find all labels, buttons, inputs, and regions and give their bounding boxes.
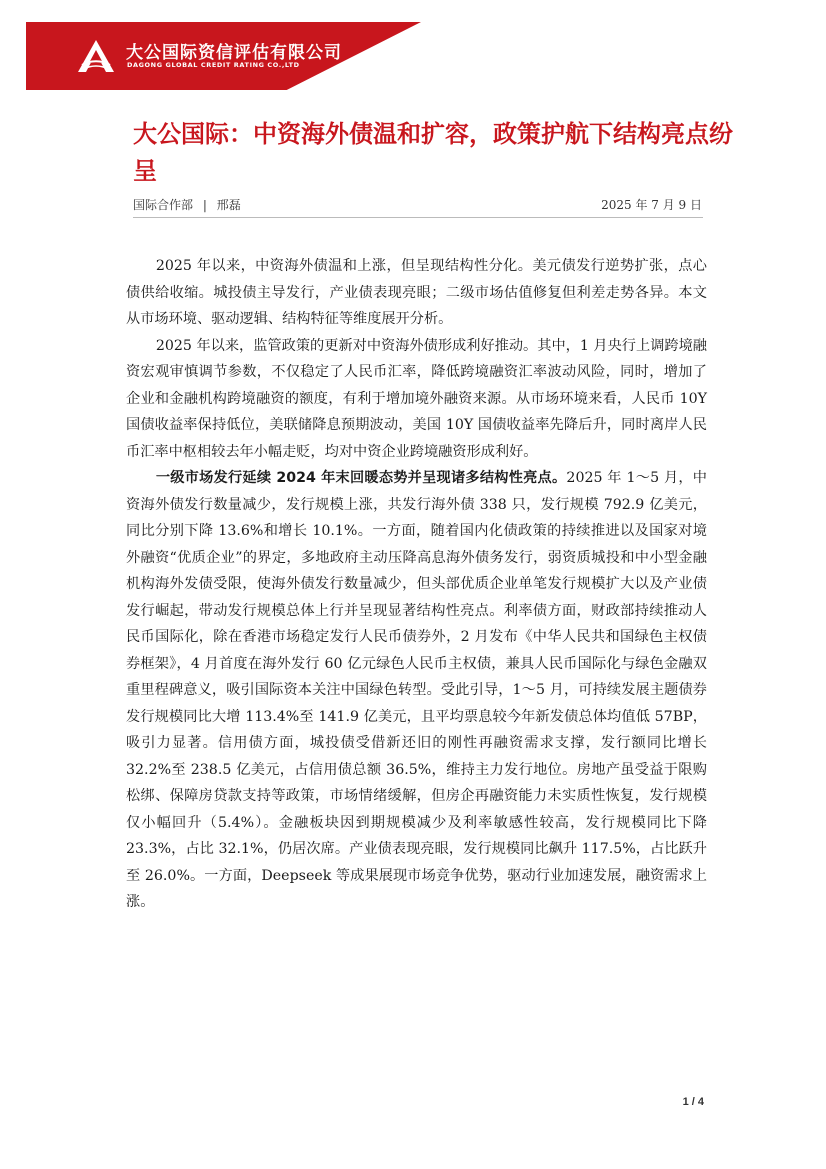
company-name-cn: 大公国际资信评估有限公司 bbox=[126, 43, 342, 63]
report-title: 大公国际：中资海外债温和扩容，政策护航下结构亮点纷呈 bbox=[133, 120, 733, 185]
header-divider bbox=[133, 217, 703, 218]
paragraph bbox=[126, 253, 707, 333]
department: 国际合作部 bbox=[133, 198, 194, 212]
author: 邢磊 bbox=[216, 198, 241, 212]
paragraph-text: 2025 年以来，中资海外债温和上涨，但呈现结构性分化。美元债发行逆势扩张，点心债供给收缩。城投债主导发行，产业债表现亮眼；二级市场估值修复但利差走势各异。本文从市场环境、驱动逻辑、结构特征等维度展开分析。 bbox=[126, 258, 707, 327]
paragraph bbox=[126, 465, 707, 916]
byline bbox=[133, 196, 241, 213]
company-name-en: DAGONG GLOBAL CREDIT RATING CO.,LTD bbox=[127, 61, 300, 69]
paragraph bbox=[126, 333, 707, 466]
publish-date: 2025 年 7 月 9 日 bbox=[601, 198, 702, 212]
byline-separator: | bbox=[202, 198, 207, 212]
paragraph-lead: 一级市场发行延续 2024 年末回暖态势并呈现诸多结构性亮点。 bbox=[155, 470, 567, 486]
dagong-logo-icon bbox=[76, 38, 116, 74]
paragraph-text: 2025 年 1～5 月，中资海外债发行数量减少，发行规模上涨，共发行海外债 338 只，发行规模 792.9 亿美元，同比分别下降 13.6%和增长 10.1%。一方面，随着国内化债政策的持续推进以及国家对境外融资“优质企业”的界定，多地政府主动压降高息海外债务发行，弱资质城投和中小型金融机构海外发债受限，使海外债发行数量减少，但头部优质企业单笔发行规模扩大以及产业债发行崛起，带动发行规模总体上行并呈现显著结构性亮点。利率债方面，财政部持续推动人民币国际化，除在香港市场稳定发行人民币债券外，2 月发布《中华人民共和国绿色主权债券框架》，4 月首度在海外发行 60 亿元绿色人民币主权债，兼具人民币国际化与绿色金融双重里程碑意义，吸引国际资本关注中国绿色转型。受此引导，1～5 月，可持续发展主题债券发行规模同比大增 113.4%至 141.9 亿美元，且平均票息较今年新发债总体均值低 57BP，吸引力显著。信用债方面，城投债受借新还旧的刚性再融资需求支撑，发行额同比增长 32.2%至 238.5 亿美元，占信用债总额 36.5%，维持主力发行地位。房地产虽受益于限购松绑、保障房贷款支持等政策，市场情绪缓解，但房企再融资能力未实质性恢复，发行规模仅小幅回升（5.4%）。金融板块因到期规模减少及利率敏感性较高，发行规模同比下降 23.3%，占比 32.1%，仍居次席。产业债表现亮眼，发行规模同比飙升 117.5%，占比跃升至 26.0%。一方面，Deepseek 等成果展现市场竞争优势，驱动行业加速发展，融资需求上涨。 bbox=[126, 470, 707, 910]
page-number: 1 / 4 bbox=[682, 1096, 704, 1108]
paragraph-text: 2025 年以来，监管政策的更新对中资海外债形成利好推动。其中，1 月央行上调跨境融资宏观审慎调节参数，不仅稳定了人民币汇率，降低跨境融资汇率波动风险，同时，增加了企业和金融机构跨境融资的额度，有利于增加境外融资来源。从市场环境来看，人民币 10Y 国债收益率保持低位，美联储降息预期波动，美国 10Y 国债收益率先降后升，同时离岸人民币汇率中枢相较去年小幅走贬，均对中资企业跨境融资形成利好。 bbox=[126, 337, 707, 460]
article-body bbox=[126, 253, 707, 916]
